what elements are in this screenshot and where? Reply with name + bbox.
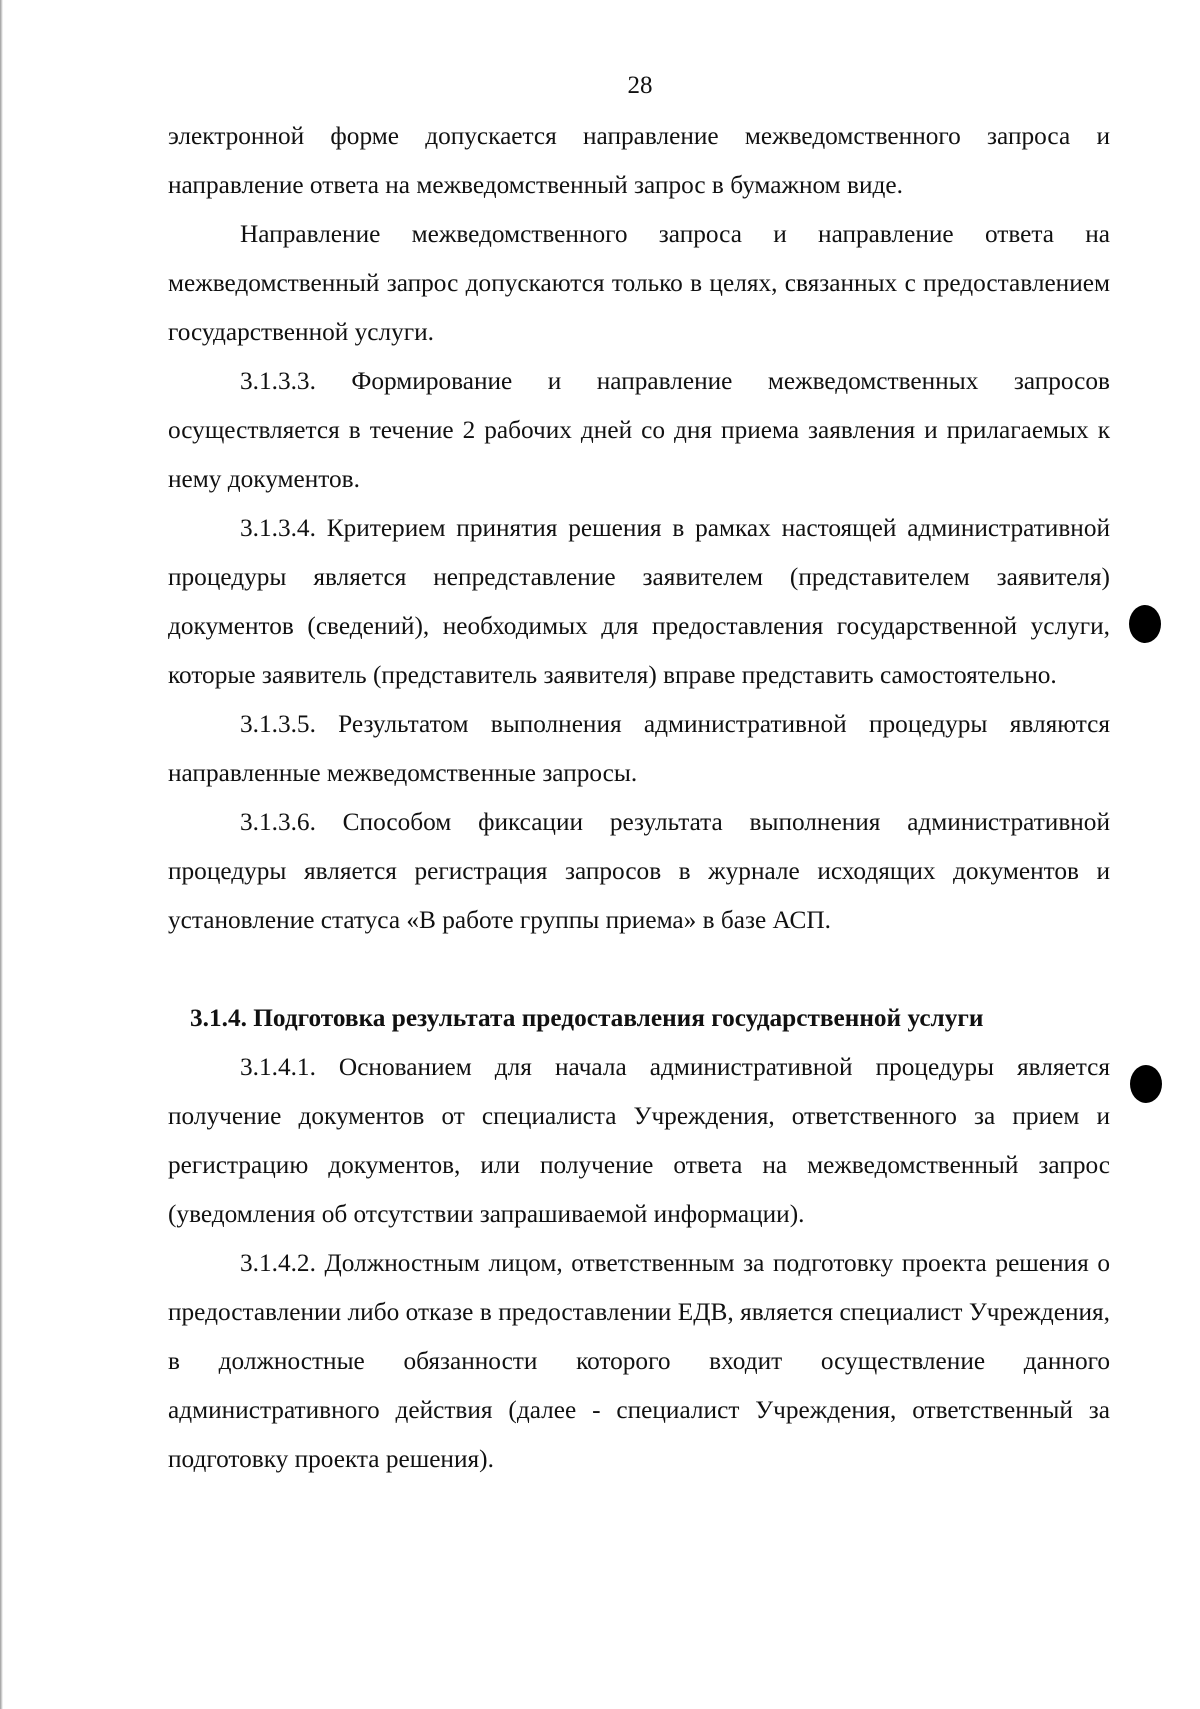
paragraph-3-1-4-2: 3.1.4.2. Должностным лицом, ответственным за подготовку проекта решения о предоставлении либо отказе в предоставлении ЕДВ, является специалист Учреждения, в должностные обязанности которого входит осуществление данного административного действия (далее - специалист Учреждения, ответственный за подготовку проекта решения). bbox=[168, 1249, 1110, 1473]
section-heading-3-1-4: 3.1.4. Подготовка результата предоставления государственной услуги bbox=[190, 1004, 984, 1032]
paragraph-3-1-3-3: 3.1.3.3. Формирование и направление межведомственных запросов осуществляется в течение 2 рабочих дней со дня приема заявления и прилагаемых к нему документов. bbox=[168, 367, 1110, 493]
paragraph-3-1-3-4: 3.1.3.4. Критерием принятия решения в рамках настоящей административной процедуры является непредставление заявителем (представителем заявителя) документов (сведений), необходимых для предоставления государственной услуги, которые заявитель (представитель заявителя) вправе представить самостоятельно. bbox=[168, 514, 1110, 689]
paragraph-3-1-4-1: 3.1.4.1. Основанием для начала административной процедуры является получение документов от специалиста Учреждения, ответственного за прием и регистрацию документов, или получение ответа на межведомственный запрос (уведомления об отсутствии запрашиваемой информации). bbox=[168, 1053, 1110, 1228]
punch-hole-mark bbox=[1130, 1065, 1162, 1103]
body-text bbox=[168, 112, 1110, 1484]
paragraph-3-1-3-5: 3.1.3.5. Результатом выполнения административной процедуры являются направленные межведомственные запросы. bbox=[168, 710, 1110, 787]
paragraph-3-1-3-6: 3.1.3.6. Способом фиксации результата выполнения административной процедуры является регистрация запросов в журнале исходящих документов и установление статуса «В работе группы приема» в базе АСП. bbox=[168, 808, 1110, 934]
scan-edge bbox=[0, 0, 3, 1709]
page-number: 28 bbox=[627, 72, 653, 99]
paragraph-interagency-purpose: Направление межведомственного запроса и направление ответа на межведомственный запрос допускаются только в целях, связанных с предоставлением государственной услуги. bbox=[168, 220, 1110, 346]
paragraph-continuation: электронной форме допускается направление межведомственного запроса и направление ответа на межведомственный запрос в бумажном виде. bbox=[168, 122, 1110, 199]
punch-hole-mark bbox=[1129, 605, 1161, 643]
